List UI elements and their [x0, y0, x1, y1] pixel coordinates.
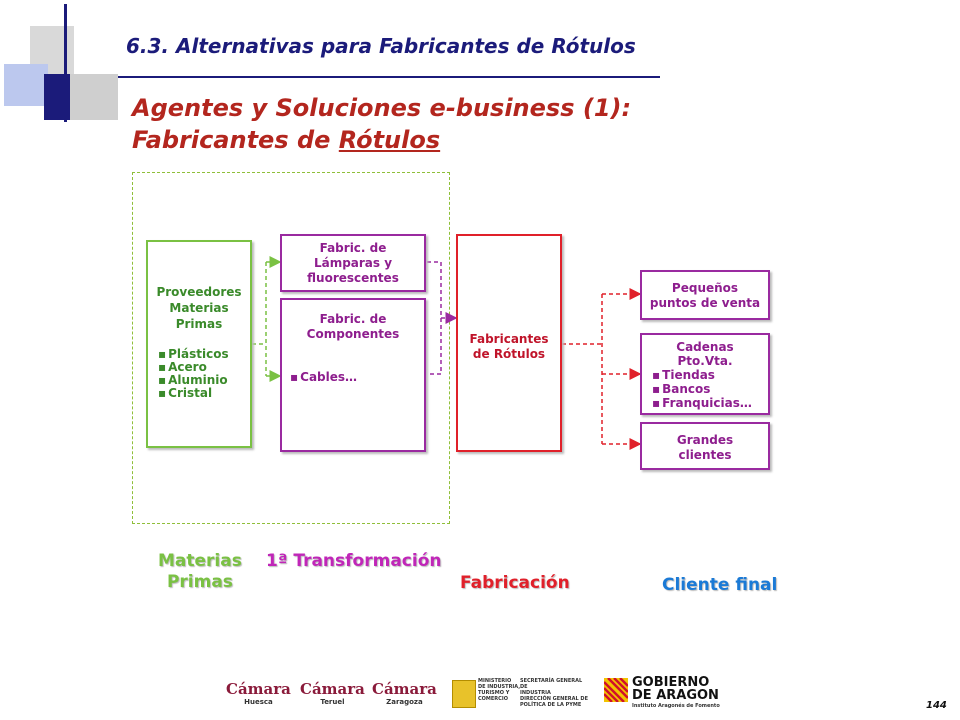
aragon-flag-icon — [604, 678, 628, 702]
box-proveedores — [146, 240, 252, 448]
list-item: ▪ Cables… — [290, 370, 424, 385]
stage-label-transformacion: 1ª Transformación — [266, 551, 442, 571]
box-grandes: Grandes clientes — [640, 422, 770, 470]
box-proveedores-items — [158, 348, 250, 400]
stage-label-fabricacion: Fabricación — [460, 573, 570, 593]
section-title: 6.3. Alternativas para Fabricantes de Rótulos — [126, 34, 636, 58]
logo-ministerio — [452, 678, 588, 708]
slide-title-prefix: Fabricantes de — [132, 126, 339, 154]
box-pequenos: Pequeños puntos de venta — [640, 270, 770, 320]
logo-gobierno-aragon — [604, 676, 724, 710]
list-item: ▪ Franquicias… — [652, 396, 768, 410]
coat-of-arms-icon — [452, 680, 476, 708]
logo-camara-zaragoza: Cámara Zaragoza — [372, 680, 437, 706]
stage-label-cliente: Cliente final — [662, 575, 778, 595]
gobierno-sub: Instituto Aragonés de Fomento — [632, 703, 720, 709]
slide-title-underlined: Rótulos — [338, 126, 441, 154]
list-item: ▪ Plásticos — [158, 348, 250, 361]
list-item: ▪ Acero — [158, 361, 250, 374]
box-componentes-items — [290, 370, 424, 385]
box-fabricantes: Fabricantes de Rótulos — [456, 234, 562, 452]
gobierno-text: GOBIERNO DE ARAGON — [632, 675, 719, 703]
box-cadenas: Cadenas Pto.Vta. ▪ Tiendas ▪ Bancos ▪ Franquicias… — [640, 333, 770, 415]
secretaria-text: SECRETARÍA GENERAL DE INDUSTRIA DIRECCIÓN GENERAL DE POLÍTICA DE LA PYME — [520, 678, 588, 708]
box-cadenas-items — [652, 368, 768, 410]
list-item: ▪ Bancos — [652, 382, 768, 396]
box-proveedores-title: Proveedores Materias Primas — [156, 285, 242, 331]
slide-title-line1: Agentes y Soluciones e-business (1): — [132, 94, 632, 122]
list-item: ▪ Aluminio — [158, 374, 250, 387]
ministerio-text: MINISTERIO DE INDUSTRIA, TURISMO Y COMERCIO — [478, 678, 521, 702]
logo-camara-teruel: Cámara Teruel — [300, 680, 365, 706]
logo-camara-huesca: Cámara Huesca — [226, 680, 291, 706]
page-number: 144 — [926, 700, 947, 711]
box-lamparas: Fabric. de Lámparas y fluorescentes — [280, 234, 426, 292]
box-componentes: Fabric. de Componentes ▪ Cables… — [280, 298, 426, 452]
connector-transformacion — [427, 262, 441, 374]
stage-label-materias: Materias Primas — [158, 551, 242, 592]
list-item: ▪ Tiendas — [652, 368, 768, 382]
list-item: ▪ Cristal — [158, 387, 250, 400]
